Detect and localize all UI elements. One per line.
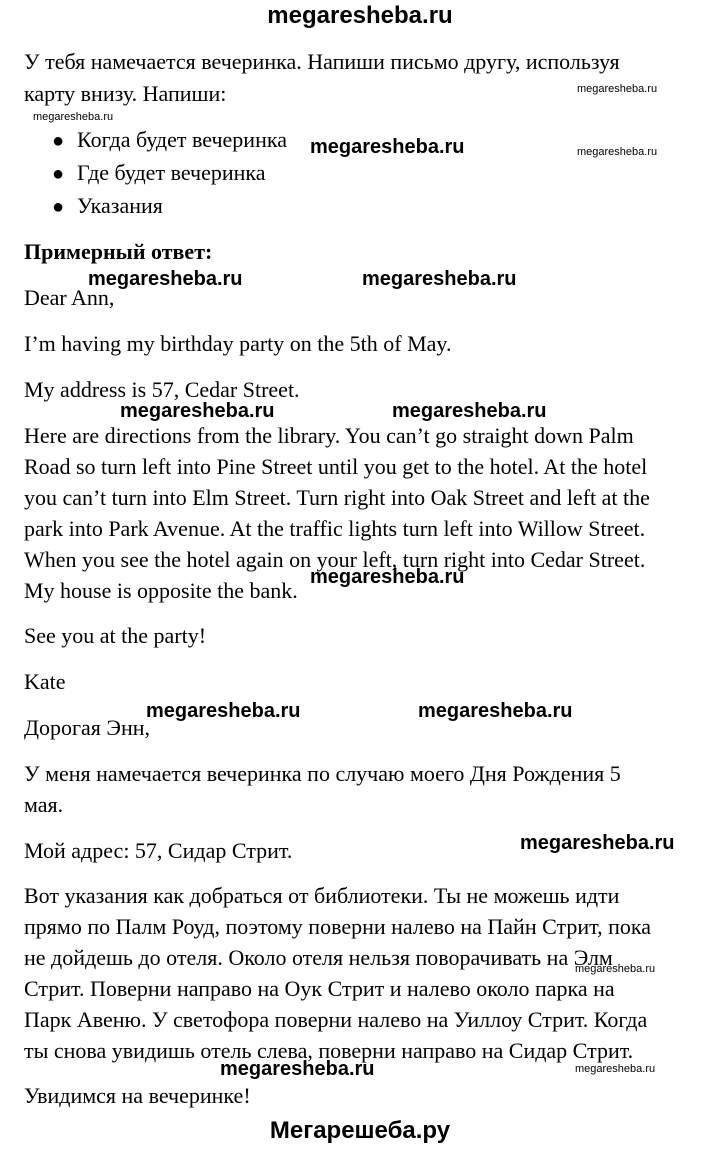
bullet-icon: ● <box>52 163 65 185</box>
ru-paragraph-3-line-5: Парк Авеню. У светофора поверни налево на Уиллоу Стрит. Когда <box>24 1007 648 1032</box>
watermark-small: megaresheba.ru <box>575 963 656 975</box>
en-paragraph-3-line-5: When you see the hotel again on your left, turn right into Cedar Street. <box>24 547 646 572</box>
page-footer: Мегарешеба.ру <box>269 1117 451 1144</box>
en-paragraph-3-line-4: park into Park Avenue. At the traffic lights turn left into Willow Street. <box>24 516 646 541</box>
watermark: megaresheba.ru <box>392 400 547 422</box>
en-paragraph-3-line-6: My house is opposite the bank. <box>24 578 298 603</box>
ru-paragraph-3-line-3: не дойдешь до отеля. Около отеля нельзя поворачивать на Элм <box>24 945 613 970</box>
watermark-small: megaresheba.ru <box>33 111 114 123</box>
task-bullet-2: Где будет вечеринка <box>77 160 266 185</box>
task-line-2: карту внизу. Напиши: <box>24 81 227 106</box>
en-paragraph-1: I’m having my birthday party on the 5th of May. <box>24 331 452 356</box>
watermark: megaresheba.ru <box>120 400 275 422</box>
answer-heading: Примерный ответ: <box>24 239 213 264</box>
page-header: megaresheba.ru <box>267 2 453 29</box>
ru-paragraph-3-line-4: Стрит. Поверни направо на Оук Стрит и налево около парка на <box>24 976 615 1001</box>
task-bullet-3: Указания <box>77 193 163 218</box>
watermark-small: megaresheba.ru <box>577 146 658 158</box>
watermark: megaresheba.ru <box>88 268 243 290</box>
ru-paragraph-3-line-1: Вот указания как добраться от библиотеки. Ты не можешь идти <box>24 883 620 908</box>
en-closing: See you at the party! <box>24 623 207 648</box>
watermark: megaresheba.ru <box>418 700 573 722</box>
ru-closing: Увидимся на вечеринке! <box>24 1083 251 1108</box>
en-paragraph-3-line-2: Road so turn left into Pine Street until you get to the hotel. At the hotel <box>24 454 648 479</box>
en-paragraph-3-line-1: Here are directions from the library. You can’t go straight down Palm <box>24 423 634 448</box>
en-greeting: Dear Ann, <box>24 285 115 310</box>
task-bullet-1: Когда будет вечеринка <box>77 127 287 152</box>
ru-paragraph-2: Мой адрес: 57, Сидар Стрит. <box>24 838 293 863</box>
watermark: megaresheba.ru <box>362 268 517 290</box>
watermark: megaresheba.ru <box>146 700 301 722</box>
watermark: megaresheba.ru <box>310 566 465 588</box>
watermark: megaresheba.ru <box>220 1058 375 1080</box>
ru-paragraph-3-line-6: ты снова увидишь отель слева, поверни направо на Сидар Стрит. <box>24 1038 634 1063</box>
ru-paragraph-1-line-1: У меня намечается вечеринка по случаю моего Дня Рождения 5 <box>24 761 621 786</box>
en-paragraph-2: My address is 57, Cedar Street. <box>24 377 300 402</box>
en-paragraph-3-line-3: you can’t turn into Elm Street. Turn right into Oak Street and left at the <box>24 485 650 510</box>
task-line-1: У тебя намечается вечеринка. Напиши письмо другу, используя <box>24 49 620 74</box>
ru-paragraph-3-line-2: прямо по Палм Роуд, поэтому поверни налево на Пайн Стрит, пока <box>24 914 651 939</box>
watermark: megaresheba.ru <box>520 832 675 854</box>
en-signature: Kate <box>24 669 66 694</box>
ru-greeting: Дорогая Энн, <box>24 715 150 740</box>
watermark-small: megaresheba.ru <box>577 83 658 95</box>
bullet-icon: ● <box>52 196 65 218</box>
ru-paragraph-1-line-2: мая. <box>24 792 64 817</box>
watermark-small: megaresheba.ru <box>575 1063 656 1075</box>
bullet-icon: ● <box>52 130 65 152</box>
watermark: megaresheba.ru <box>310 136 465 158</box>
